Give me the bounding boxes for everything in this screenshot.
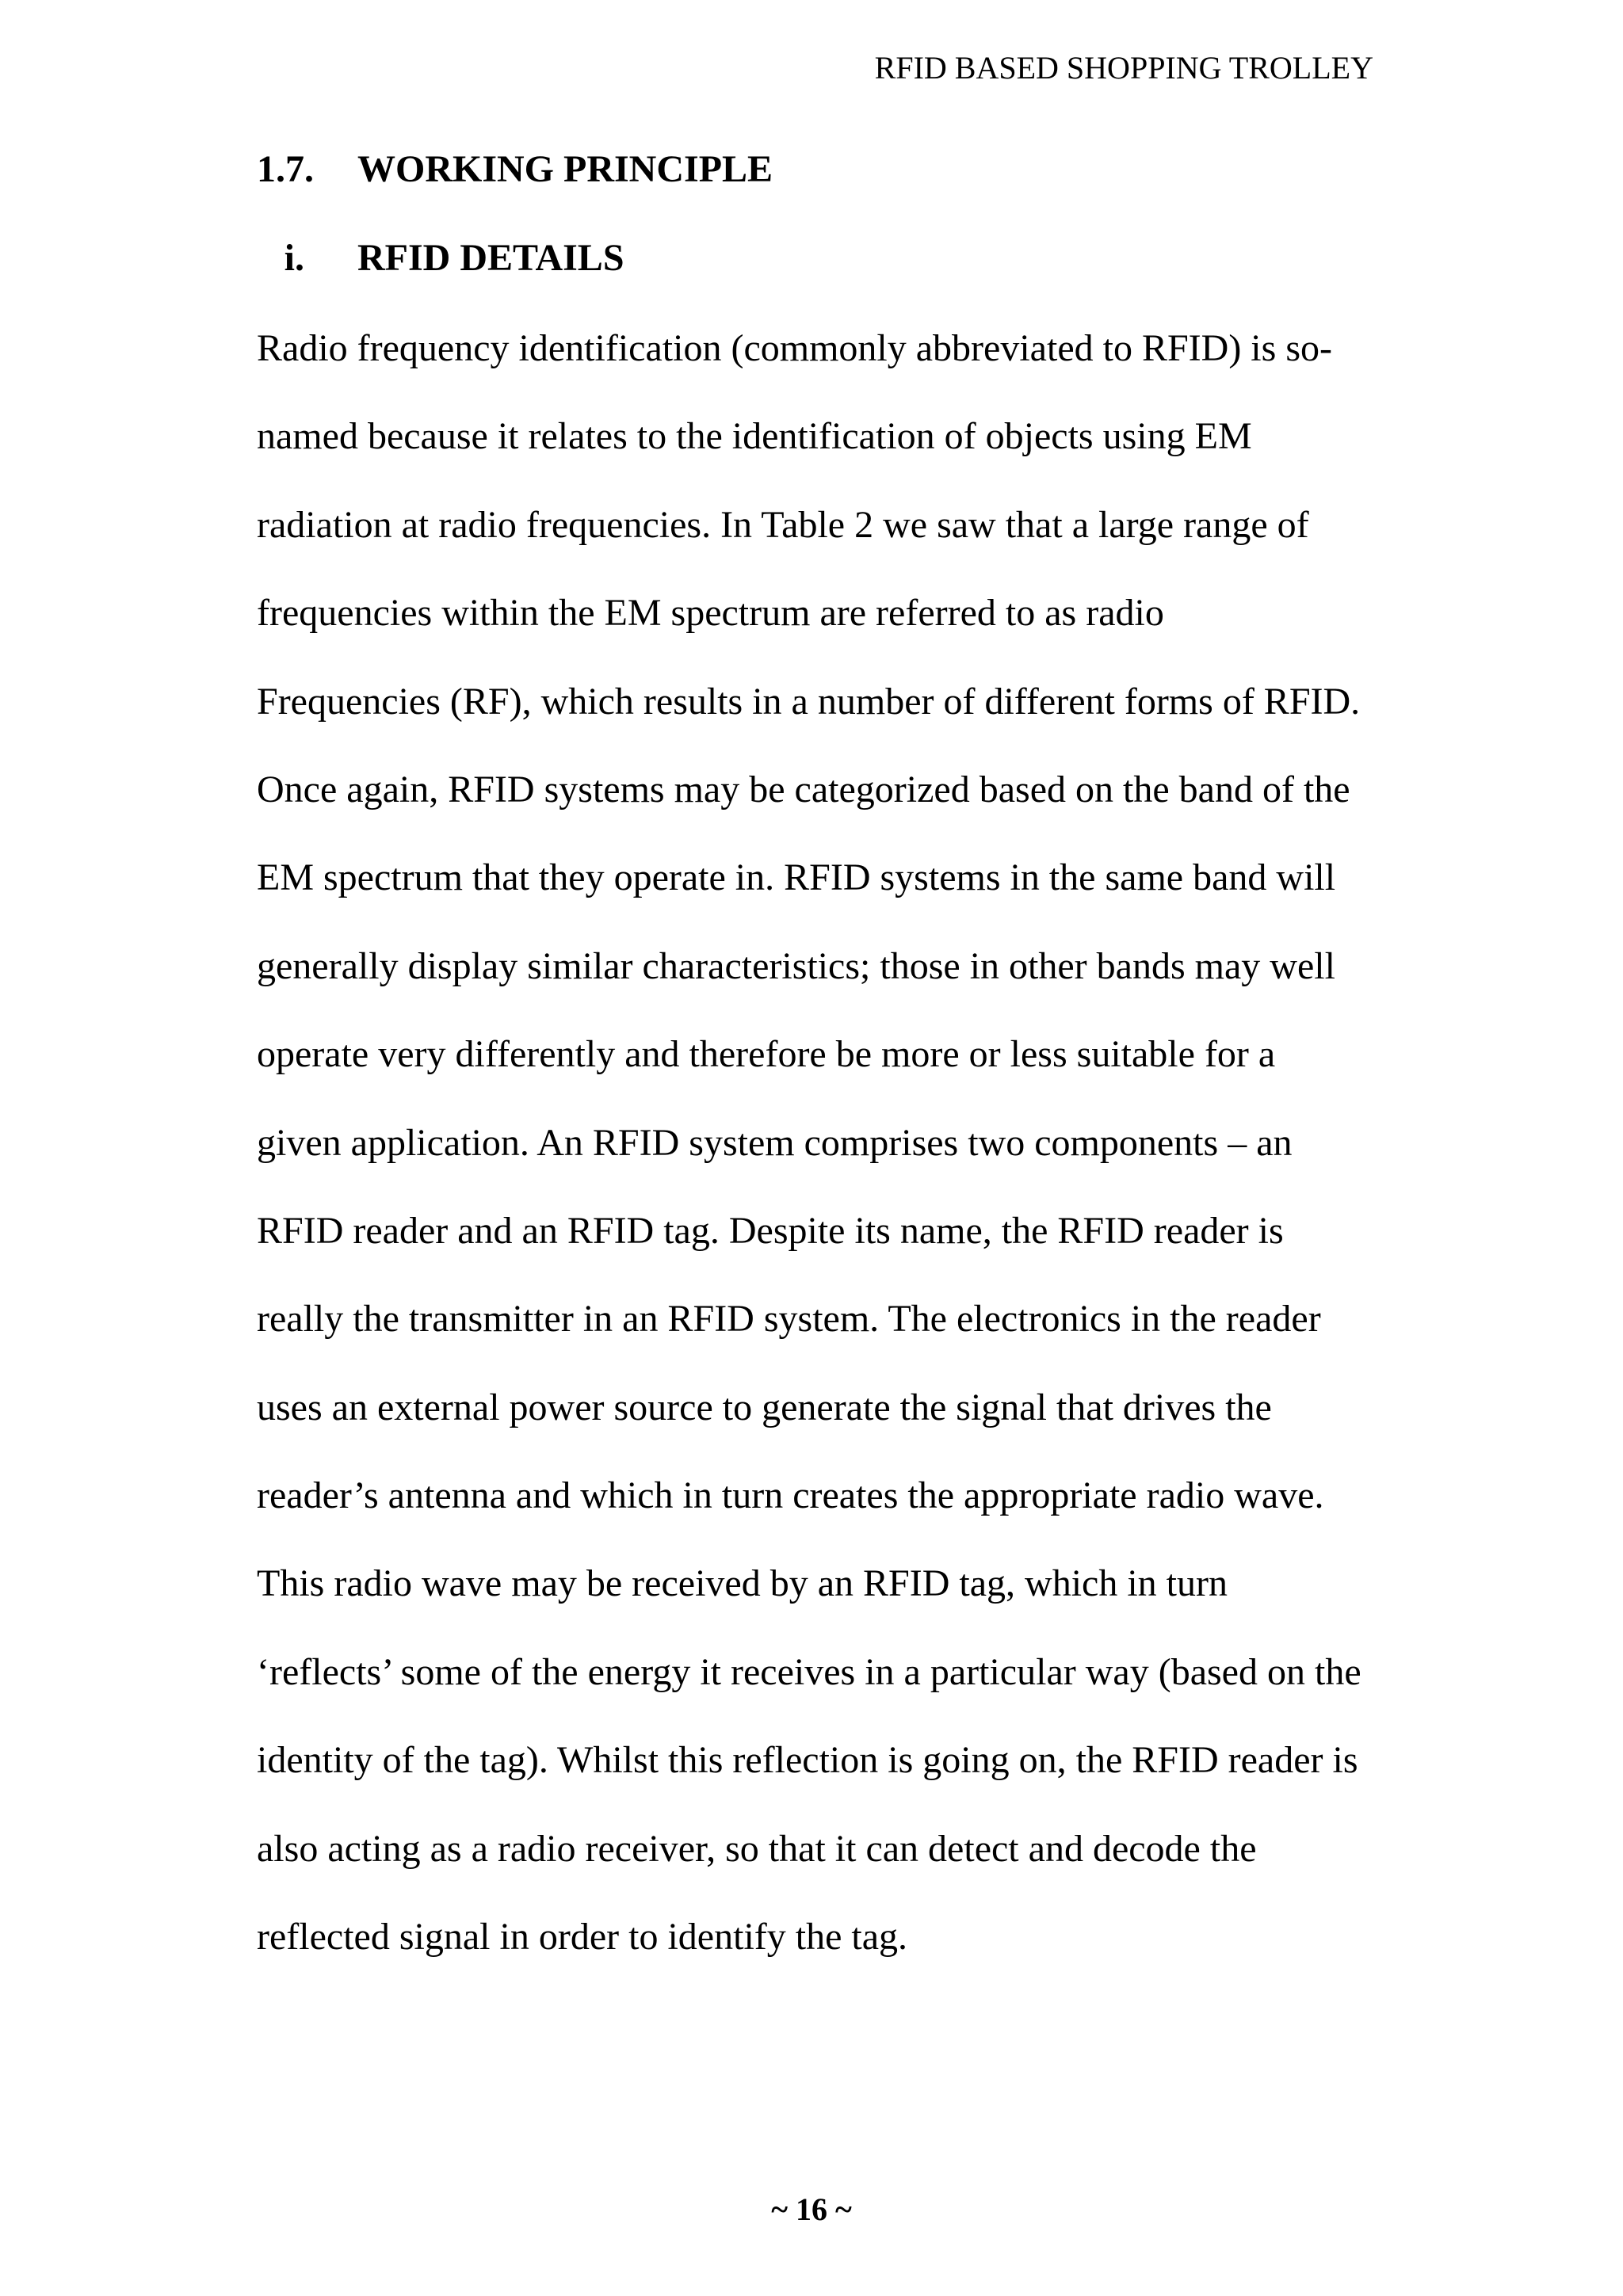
running-header: RFID BASED SHOPPING TROLLEY xyxy=(874,50,1373,86)
body-paragraph xyxy=(257,326,1361,2003)
body-line: RFID reader and an RFID tag. Despite its name, the RFID reader is xyxy=(257,1209,1284,1252)
body-line: identity of the tag). Whilst this reflection is going on, the RFID reader is xyxy=(257,1739,1358,1782)
body-line: Frequencies (RF), which results in a number of different forms of RFID. xyxy=(257,680,1361,723)
body-line: Radio frequency identification (commonly abbreviated to RFID) is so- xyxy=(257,327,1332,369)
body-line: operate very differently and therefore be more or less suitable for a xyxy=(257,1033,1276,1076)
body-line: generally display similar characteristics; those in other bands may well xyxy=(257,944,1335,987)
body-line: This radio wave may be received by an RFID tag, which in turn xyxy=(257,1562,1228,1605)
section-title: WORKING PRINCIPLE xyxy=(357,148,773,190)
subsection-number: i. xyxy=(284,237,304,279)
subsection-heading xyxy=(257,236,624,280)
body-line: really the transmitter in an RFID system. The electronics in the reader xyxy=(257,1298,1321,1341)
body-line: radiation at radio frequencies. In Table 2 we saw that a large range of xyxy=(257,503,1309,546)
body-line: reflected signal in order to identify the tag. xyxy=(257,1916,908,1958)
body-line: also acting as a radio receiver, so that it can detect and decode the xyxy=(257,1827,1257,1870)
section-number: 1.7. xyxy=(257,148,314,190)
subsection-title: RFID DETAILS xyxy=(357,237,624,279)
body-line: given application. An RFID system comprises two components – an xyxy=(257,1121,1293,1164)
body-line: uses an external power source to generate the signal that drives the xyxy=(257,1386,1272,1428)
body-line: EM spectrum that they operate in. RFID systems in the same band will xyxy=(257,856,1336,899)
body-line: ‘reflects’ some of the energy it receives in a particular way (based on the xyxy=(257,1650,1361,1693)
body-line: Once again, RFID systems may be categorized based on the band of the xyxy=(257,768,1350,810)
body-line: reader’s antenna and which in turn creates the appropriate radio wave. xyxy=(257,1474,1324,1517)
page-number: ~ 16 ~ xyxy=(771,2191,852,2227)
body-line: frequencies within the EM spectrum are referred to as radio xyxy=(257,592,1164,635)
section-heading xyxy=(257,147,773,192)
body-line: named because it relates to the identification of objects using EM xyxy=(257,415,1252,458)
